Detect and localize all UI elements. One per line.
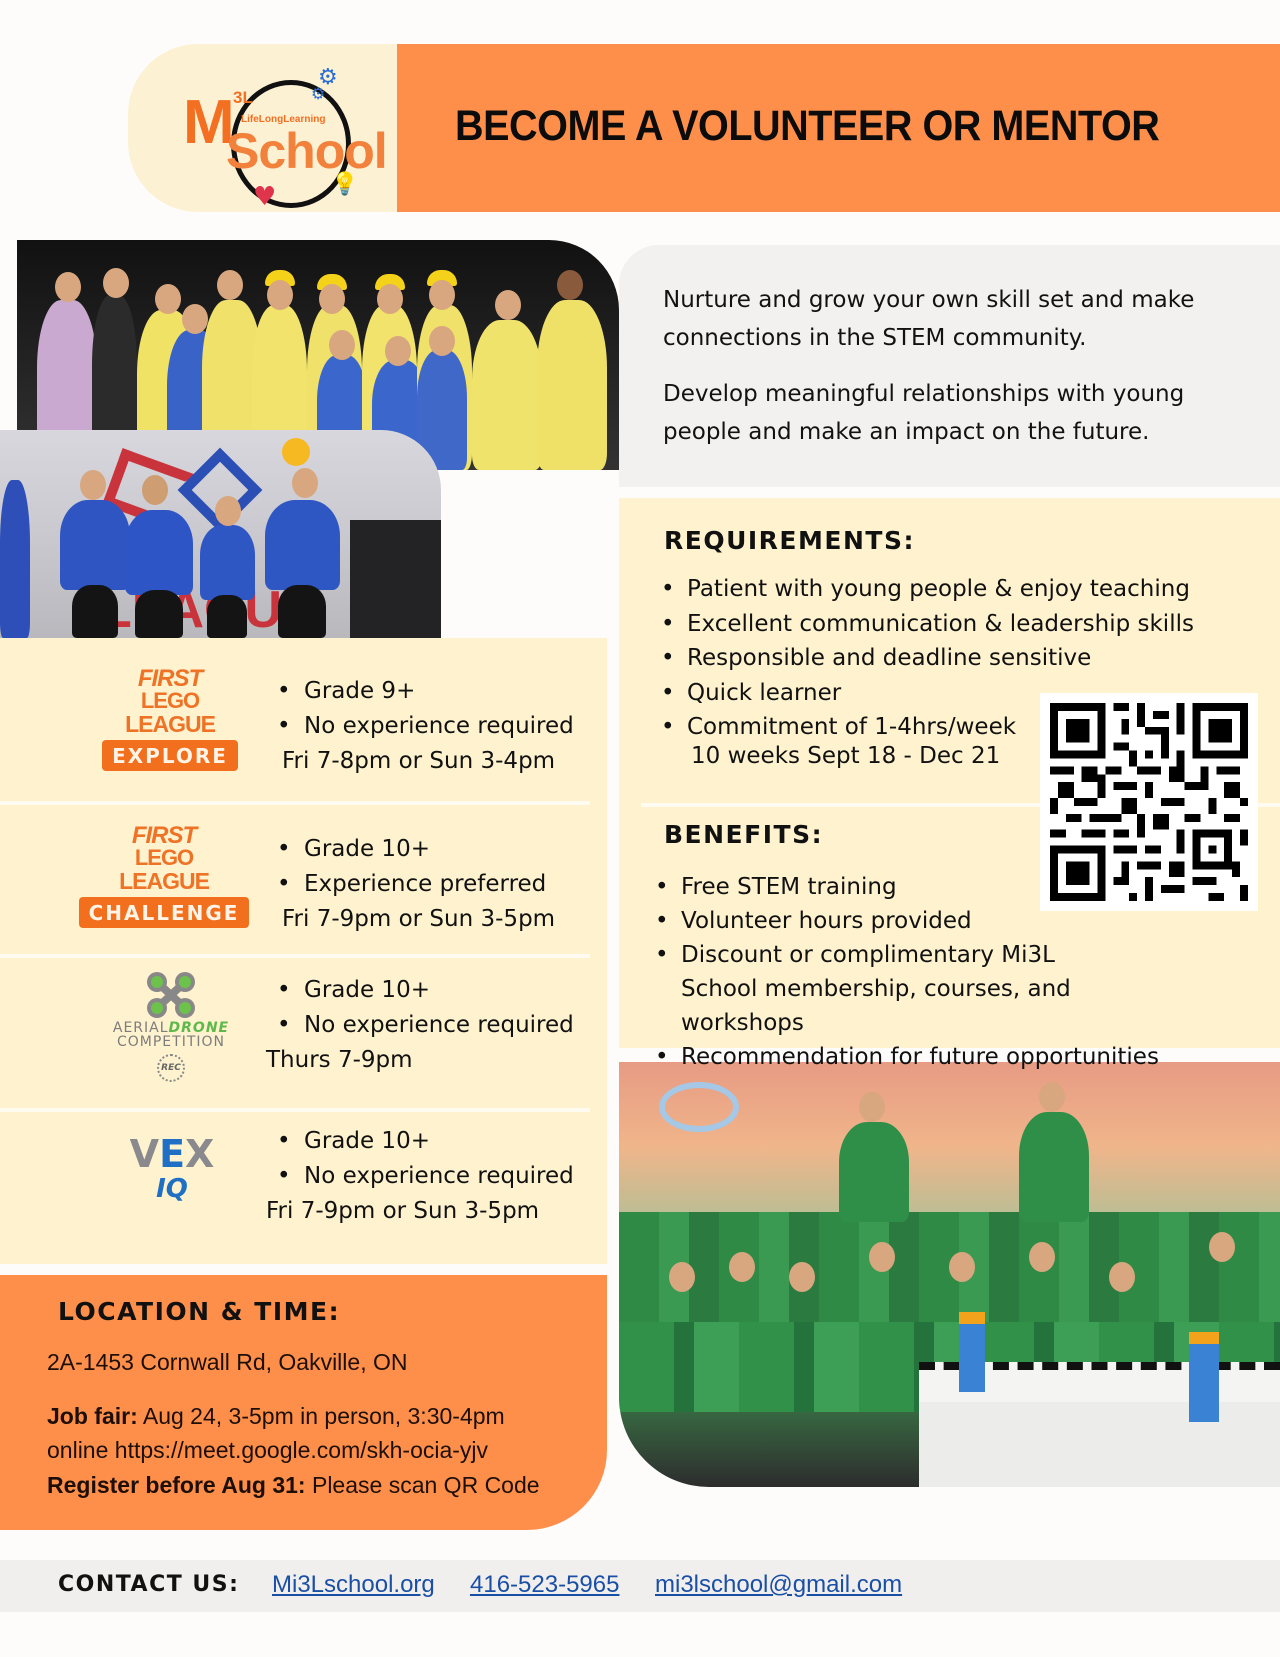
logo-first: FIRST xyxy=(137,665,203,692)
heart-handshake-icon: ♥ xyxy=(253,182,277,212)
gear-icon: ⚙ xyxy=(318,65,338,90)
logo-aerial: AERIAL xyxy=(112,1020,169,1036)
gear-icon: ⚙ xyxy=(311,84,326,103)
program-bullet: • No experience required xyxy=(272,1008,574,1043)
logo-school: School xyxy=(226,123,387,179)
job-fair-label: Job fair: xyxy=(47,1403,138,1429)
website-link[interactable]: Mi3Lschool.org xyxy=(272,1571,435,1598)
drone-icon xyxy=(143,970,199,1020)
registration-qr-code[interactable] xyxy=(1040,693,1258,911)
logo-iq: IQ xyxy=(156,1174,188,1204)
location-time-panel xyxy=(0,1275,607,1530)
mi3l-school-logo xyxy=(183,62,387,212)
program-details xyxy=(272,832,555,937)
program-details xyxy=(272,674,574,779)
aerial-drone-logo xyxy=(110,970,232,1082)
fll-challenge-logo xyxy=(78,822,250,928)
logo-letter-m: M xyxy=(183,88,235,157)
logo-drone: DRONE xyxy=(168,1020,230,1036)
page-title: BECOME A VOLUNTEER OR MENTOR xyxy=(455,102,1160,150)
program-bullet: • Experience preferred xyxy=(272,867,555,902)
vex-iq-logo xyxy=(112,1134,232,1204)
contact-bar xyxy=(0,1560,1280,1612)
requirement-item: • Commitment of 1-4hrs/week xyxy=(661,710,1194,745)
benefit-item: • Volunteer hours provided xyxy=(655,904,1159,938)
email-link[interactable]: mi3lschool@gmail.com xyxy=(655,1571,903,1598)
intro-paragraph: Nurture and grow your own skill set and make connections in the STEM community. xyxy=(663,287,1195,351)
program-schedule: Fri 7-9pm or Sun 3-5pm xyxy=(266,1198,540,1224)
volunteer-group-photo-green-shirts xyxy=(619,1062,1280,1487)
title-banner xyxy=(397,44,1280,212)
program-fll-challenge xyxy=(0,805,607,955)
program-vex-iq xyxy=(0,1112,607,1262)
logo-first: FIRST xyxy=(131,822,197,849)
program-details xyxy=(266,1124,574,1229)
logo-e: E xyxy=(159,1132,186,1176)
job-fair-text: Aug 24, 3-5pm in person, 3:30-4pm xyxy=(142,1403,505,1429)
requirement-item: • Patient with young people & enjoy teaching xyxy=(661,572,1194,607)
logo-vex xyxy=(112,1134,232,1174)
logo-badge-explore: EXPLORE xyxy=(102,740,238,771)
commitment-dates: 10 weeks Sept 18 - Dec 21 xyxy=(691,743,1001,769)
logo-competition: COMPETITION xyxy=(116,1034,225,1050)
logo-v: V xyxy=(129,1132,160,1176)
requirement-item: • Excellent communication & leadership skills xyxy=(661,607,1194,642)
intro-paragraph: Develop meaningful relationships with young people and make an impact on the future. xyxy=(663,381,1185,445)
fll-explore-logo xyxy=(95,665,245,771)
phone-link[interactable]: 416-523-5965 xyxy=(470,1571,620,1598)
qr-code-icon xyxy=(1050,703,1248,901)
register-line xyxy=(47,1472,540,1499)
programs-panel xyxy=(0,638,607,1264)
register-label: Register before Aug 31: xyxy=(47,1472,306,1498)
program-bullet: • No experience required xyxy=(272,1159,574,1194)
benefit-item: • Free STEM training xyxy=(655,870,1159,904)
requirement-item: • Quick learner xyxy=(661,676,1194,711)
requirement-item: • Responsible and deadline sensitive xyxy=(661,641,1194,676)
location-heading: LOCATION & TIME: xyxy=(58,1297,341,1326)
logo-lego: LEGO xyxy=(140,688,200,713)
program-schedule: Fri 7-9pm or Sun 3-5pm xyxy=(282,906,556,932)
benefits-heading: BENEFITS: xyxy=(664,820,824,849)
program-schedule: Fri 7-8pm or Sun 3-4pm xyxy=(282,748,556,774)
contact-label: CONTACT US: xyxy=(58,1572,240,1597)
logo-x: X xyxy=(185,1132,215,1176)
requirements-heading: REQUIREMENTS: xyxy=(664,526,915,555)
job-fair-line xyxy=(47,1403,505,1430)
intro-panel xyxy=(619,245,1280,487)
logo-league: LEAGUE xyxy=(125,711,215,737)
logo-lego: LEGO xyxy=(134,845,194,870)
program-schedule: Thurs 7-9pm xyxy=(266,1047,413,1073)
program-bullet: • Grade 10+ xyxy=(272,973,574,1008)
register-text: Please scan QR Code xyxy=(311,1472,540,1498)
team-photo-blue-hoodies xyxy=(0,430,441,638)
online-meeting-link[interactable]: online https://meet.google.com/skh-ocia-yjv xyxy=(47,1437,489,1463)
logo-3l: 3L xyxy=(233,88,253,107)
program-bullet: • Grade 9+ xyxy=(272,674,574,709)
program-bullet: • Grade 10+ xyxy=(272,1124,574,1159)
rec-foundation-logo: REC xyxy=(157,1054,185,1082)
lightbulb-icon: 💡 xyxy=(331,172,359,197)
logo-badge-challenge: CHALLENGE xyxy=(79,897,250,928)
address: 2A-1453 Cornwall Rd, Oakville, ON xyxy=(47,1349,408,1375)
program-fll-explore xyxy=(0,638,607,798)
logo-panel xyxy=(128,44,400,212)
benefit-item: • Discount or complimentary Mi3L School membership, courses, and workshops xyxy=(655,938,1125,1040)
program-bullet: • Grade 10+ xyxy=(272,832,555,867)
program-bullet: • No experience required xyxy=(272,709,574,744)
program-details xyxy=(266,973,574,1078)
logo-tagline: LifeLongLearning xyxy=(241,114,326,125)
logo-league: LEAGUE xyxy=(119,868,209,894)
program-aerial-drone xyxy=(0,958,607,1108)
benefit-item: • Recommendation for future opportunities xyxy=(655,1040,1159,1074)
